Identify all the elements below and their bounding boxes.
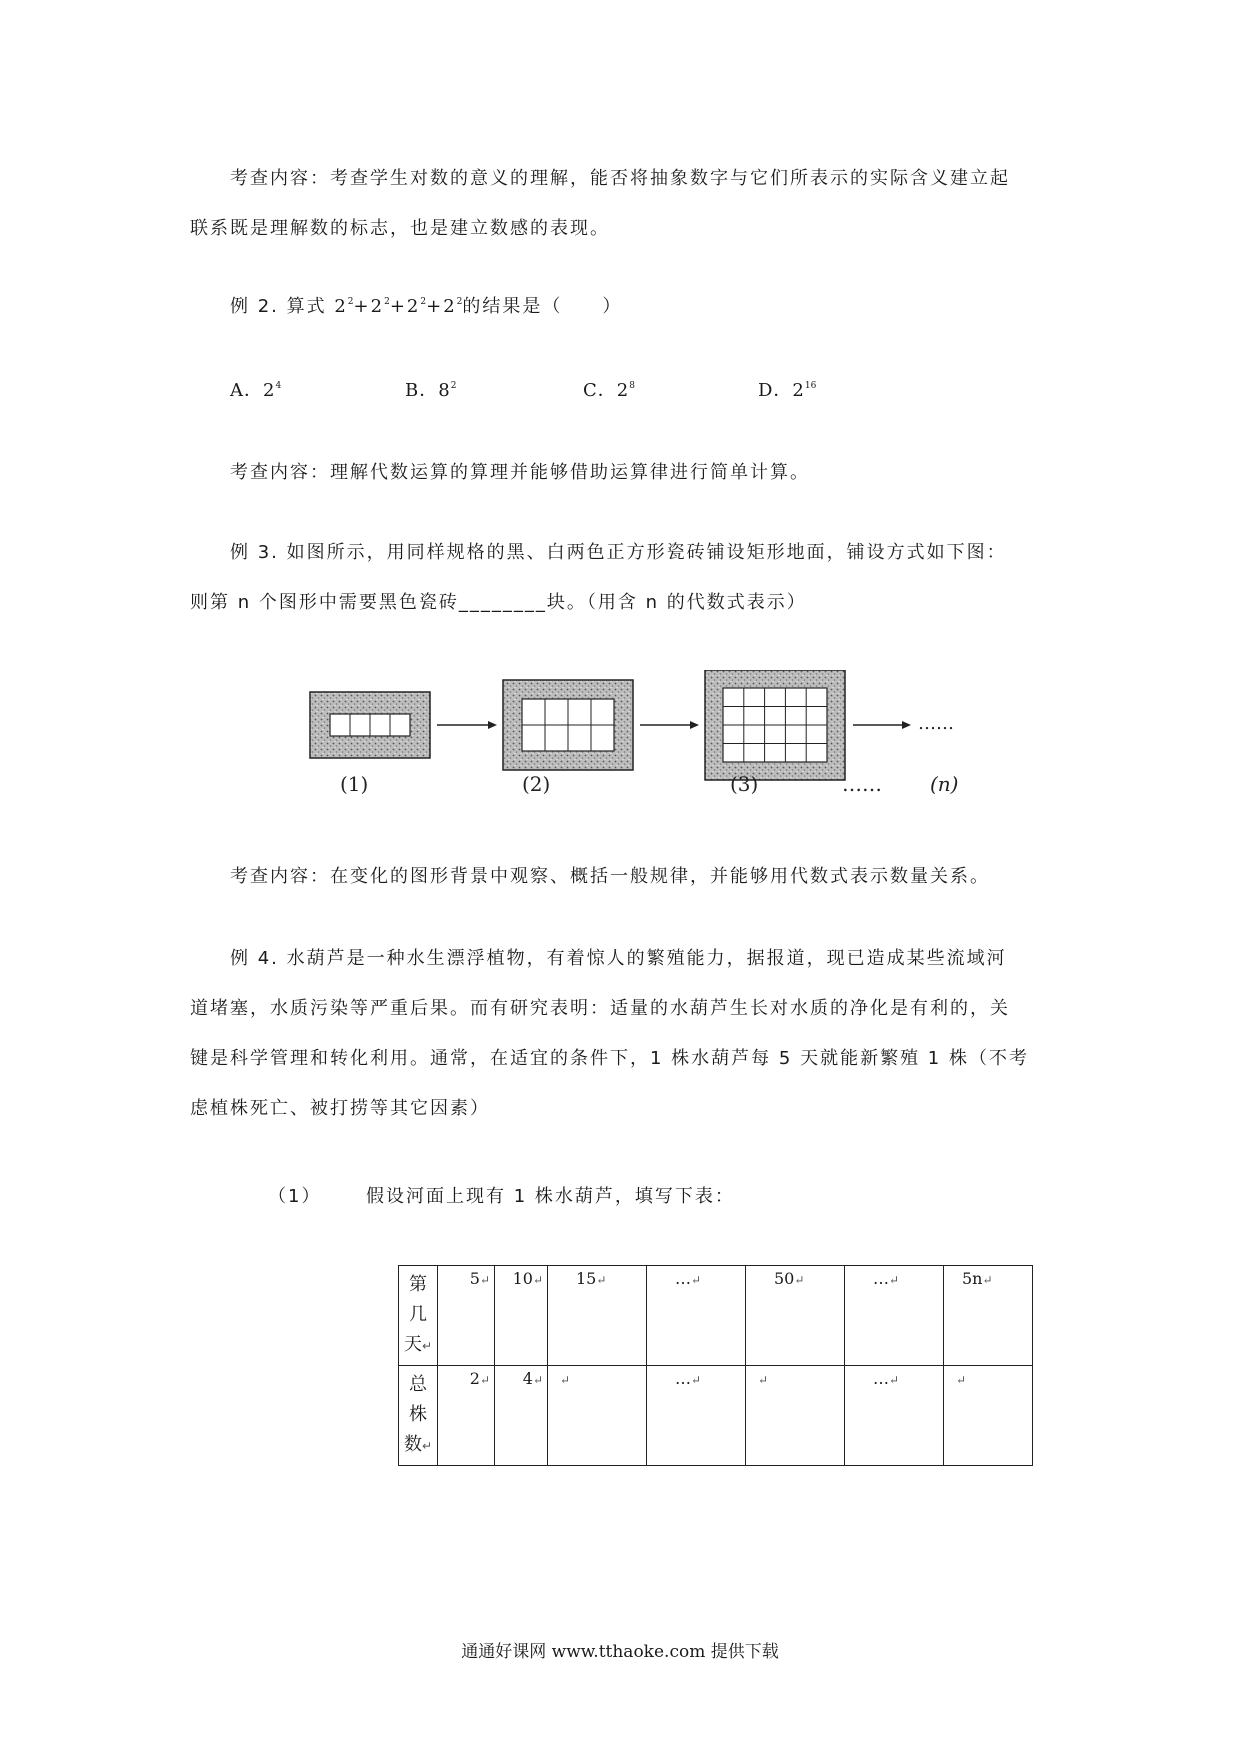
figure-label-ellipsis: …… [842,772,882,796]
option-d: D．$2^{16}$ [758,380,817,401]
arrow-3 [853,721,911,729]
example2-question: 例 2. 算式 $2^2+2^2+2^2+2^2$的结果是（ ） [230,296,623,317]
tile-pattern-figure [290,670,990,810]
example4-line1: 例 4. 水葫芦是一种水生漂浮植物，有着惊人的繁殖能力，据报道，现已造成某些流域河 [230,948,1007,969]
para2: 考查内容：理解代数运算的算理并能够借助运算律进行简单计算。 [230,462,810,483]
arrow-2 [640,721,699,729]
question1-text: 假设河面上现有 1 株水葫芦，填写下表： [366,1186,735,1207]
table-cell: 2↵ [438,1366,495,1466]
row-header-total: 总 株 数↵ [399,1366,438,1466]
example4-line3: 键是科学管理和转化利用。通常，在适宜的条件下，1 株水葫芦每 5 天就能新繁殖 1 株（不考 [190,1048,1029,1069]
question1-number: （1） [268,1186,322,1207]
table-cell: …↵ [647,1266,746,1366]
figure-label-1: (1) [340,772,369,796]
arrow-1 [437,721,497,729]
table-cell: 5n↵ [944,1266,1033,1366]
page-footer: 通通好课网 www.tthaoke.com 提供下载 [461,1642,779,1662]
example4-line4: 虑植株死亡、被打捞等其它因素） [190,1098,490,1119]
option-b: B．$8^2$ [405,380,457,401]
option-a: A．$2^4$ [230,380,282,401]
table-cell: 15↵ [548,1266,647,1366]
table-cell: …↵ [647,1366,746,1466]
example3-line1: 例 3. 如图所示，用同样规格的黑、白两色正方形瓷砖铺设矩形地面，铺设方式如下图： [230,542,1007,563]
para1-line2: 联系既是理解数的标志，也是建立数感的表现。 [190,218,610,239]
table-cell-blank: ↵ [944,1366,1033,1466]
plant-growth-table [398,1265,1033,1466]
table-cell: 10↵ [495,1266,548,1366]
figure-label-2: (2) [522,772,551,796]
table-cell-blank: ↵ [548,1366,647,1466]
table-cell-blank: ↵ [746,1366,845,1466]
table-cell: …↵ [845,1366,944,1466]
table-cell: 5↵ [438,1266,495,1366]
row-header-day: 第 几 天↵ [399,1266,438,1366]
option-c: C．$2^8$ [583,380,635,401]
figure-continuation-dots: …… [918,713,954,734]
figure-1-rect [310,692,430,758]
table-cell: 50↵ [746,1266,845,1366]
figure-2-rect [503,680,633,770]
example4-line2: 道堵塞，水质污染等严重后果。而有研究表明：适量的水葫芦生长对水质的净化是有利的，关 [190,998,1010,1019]
table-row [399,1266,1033,1366]
table-cell: …↵ [845,1266,944,1366]
figure-label-n: (n) [930,772,959,796]
example3-line2: 则第 n 个图形中需要黑色瓷砖________块。（用含 n 的代数式表示） [190,592,807,613]
figure-label-3: (3) [730,772,759,796]
para1-line1: 考查内容：考查学生对数的意义的理解，能否将抽象数字与它们所表示的实际含义建立起 [230,168,1010,189]
para3: 考查内容：在变化的图形背景中观察、概括一般规律，并能够用代数式表示数量关系。 [230,866,990,887]
table-row [399,1366,1033,1466]
table-cell: 4↵ [495,1366,548,1466]
figure-3-rect [705,670,845,780]
